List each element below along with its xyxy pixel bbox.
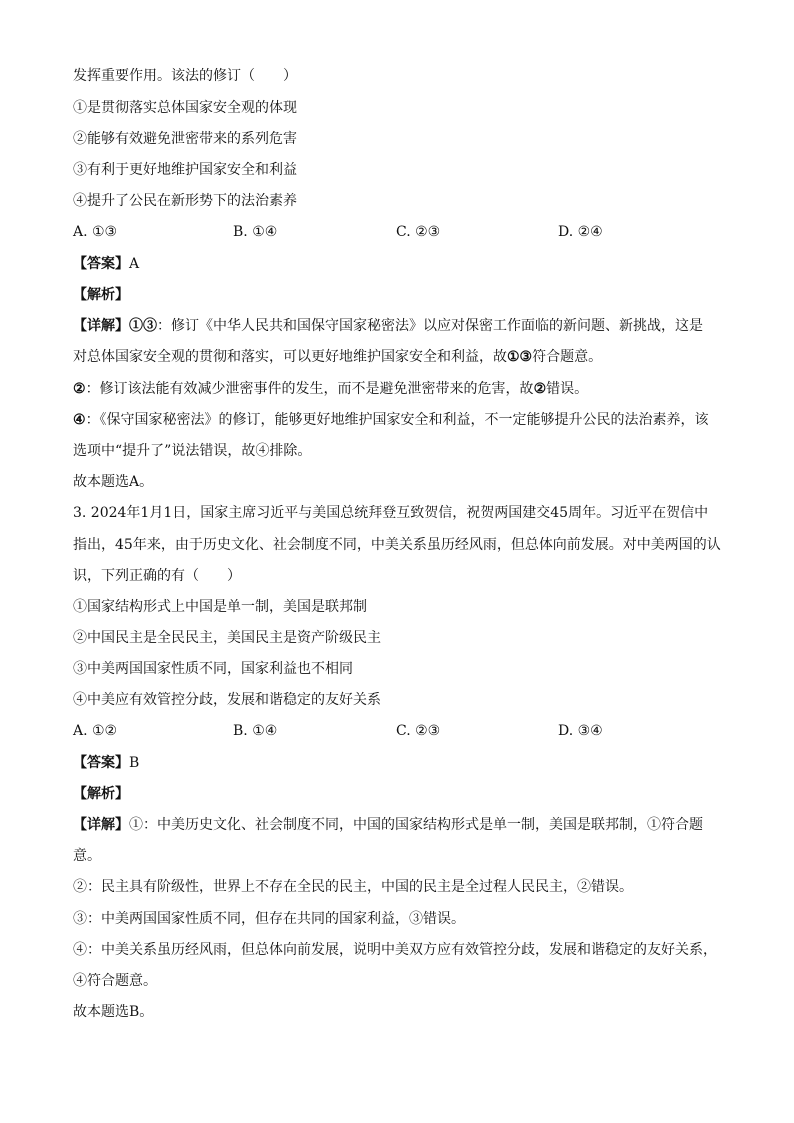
q2-detail-marker: ② [533, 381, 547, 397]
q2-detail-line-3 [73, 379, 588, 399]
q2-answer [73, 254, 139, 274]
q3-answer [73, 753, 139, 773]
q3-item-2: ②中国民主是全民民主，美国民主是资产阶级民主 [73, 630, 381, 646]
q2-detail-text: ：修订《中华人民共和国保守国家秘密法》以应对保密工作面临的新问题、新挑战，这是 [157, 318, 703, 334]
q3-detail-line-1 [73, 815, 703, 835]
q2-item-4: ④提升了公民在新形势下的法治素养 [73, 193, 297, 209]
q2-stem-tail: 发挥重要作用。该法的修订（ ） [73, 68, 297, 84]
q3-detail-tag: 【详解】 [73, 817, 129, 833]
q2-option-b: B. ①④ [233, 224, 278, 240]
q3-option-a: A. ①② [73, 723, 118, 739]
q3-item-4: ④中美应有效管控分歧，发展和谐稳定的友好关系 [73, 692, 381, 708]
q2-detail-line-4 [73, 410, 709, 430]
q2-option-d: D. ②④ [558, 224, 603, 240]
q2-detail-text: ：《保守国家秘密法》的修订，能够更好地维护国家安全和利益，不一定能够提升公民的法治素养，该 [85, 412, 709, 428]
q2-detail-marker: ①③ [507, 349, 533, 365]
q2-detail-line-5: 选项中“提升了”说法错误，故④排除。 [73, 443, 312, 459]
q2-detail-line-2 [73, 347, 602, 367]
q3-conclusion: 故本题选B。 [73, 1004, 154, 1020]
q3-detail-line-5: ④：中美关系虽历经风雨，但总体向前发展，说明中美双方应有效管控分歧，发展和谐稳定的友好关系， [73, 942, 717, 958]
q3-stem-line-3: 识，下列正确的有（ ） [73, 568, 241, 584]
q3-stem-line-1: 3. 2024年1月1日，国家主席习近平与美国总统拜登互致贺信，祝贺两国建交45周年。习近平在贺信中 [73, 505, 709, 521]
q2-detail-text: 符合题意。 [532, 349, 603, 365]
q2-answer-tag: 【答案】 [73, 256, 129, 272]
q3-stem-line-2: 指出，45年来，由于历史文化、社会制度不同，中美关系虽历经风雨，但总体向前发展。对中美两国的认 [73, 537, 721, 553]
q2-analysis-tag: 【解析】 [73, 287, 129, 303]
q3-option-c: C. ②③ [396, 723, 441, 739]
q2-detail-text: 对总体国家安全观的贯彻和落实，可以更好地维护国家安全和利益，故 [73, 349, 507, 365]
q3-analysis-tag: 【解析】 [73, 786, 129, 802]
q3-item-1: ①国家结构形式上中国是单一制，美国是联邦制 [73, 599, 367, 615]
q2-detail-marker: ①③ [129, 318, 157, 334]
q3-detail-line-4: ③：中美两国国家性质不同，但存在共同的国家利益，③错误。 [73, 911, 465, 927]
q3-detail-line-6: ④符合题意。 [73, 973, 157, 989]
q2-conclusion: 故本题选A。 [73, 474, 154, 490]
q2-item-3: ③有利于更好地维护国家安全和利益 [73, 162, 297, 178]
q3-detail-line-3: ②：民主具有阶级性，世界上不存在全民的民主，中国的民主是全过程人民民主，②错误。 [73, 879, 633, 895]
q3-item-3: ③中美两国国家性质不同，国家利益也不相同 [73, 661, 353, 677]
q2-detail-marker: ② [73, 381, 86, 397]
q3-detail-line-2: 意。 [73, 848, 101, 864]
q2-detail-marker: ④ [73, 412, 86, 428]
q2-item-1: ①是贯彻落实总体国家安全观的体现 [73, 100, 297, 116]
q3-answer-tag: 【答案】 [73, 755, 129, 771]
q2-detail-tag: 【详解】 [73, 318, 129, 334]
q3-answer-value: B [129, 755, 140, 771]
q2-option-a: A. ①③ [73, 224, 118, 240]
q2-item-2: ②能够有效避免泄密带来的系列危害 [73, 131, 297, 147]
q3-options [73, 721, 733, 741]
q2-options [73, 222, 733, 242]
q2-detail-text: ：修订该法能有效减少泄密事件的发生，而不是避免泄密带来的危害，故 [85, 381, 534, 397]
q3-option-b: B. ①④ [233, 723, 278, 739]
q2-detail-text: 错误。 [546, 381, 589, 397]
q3-option-d: D. ③④ [558, 723, 603, 739]
q2-answer-value: A [129, 256, 140, 272]
q2-option-c: C. ②③ [396, 224, 441, 240]
q3-detail-text: ①：中美历史文化、社会制度不同，中国的国家结构形式是单一制，美国是联邦制，①符合题 [129, 817, 703, 833]
q2-detail-line-1 [73, 316, 703, 336]
